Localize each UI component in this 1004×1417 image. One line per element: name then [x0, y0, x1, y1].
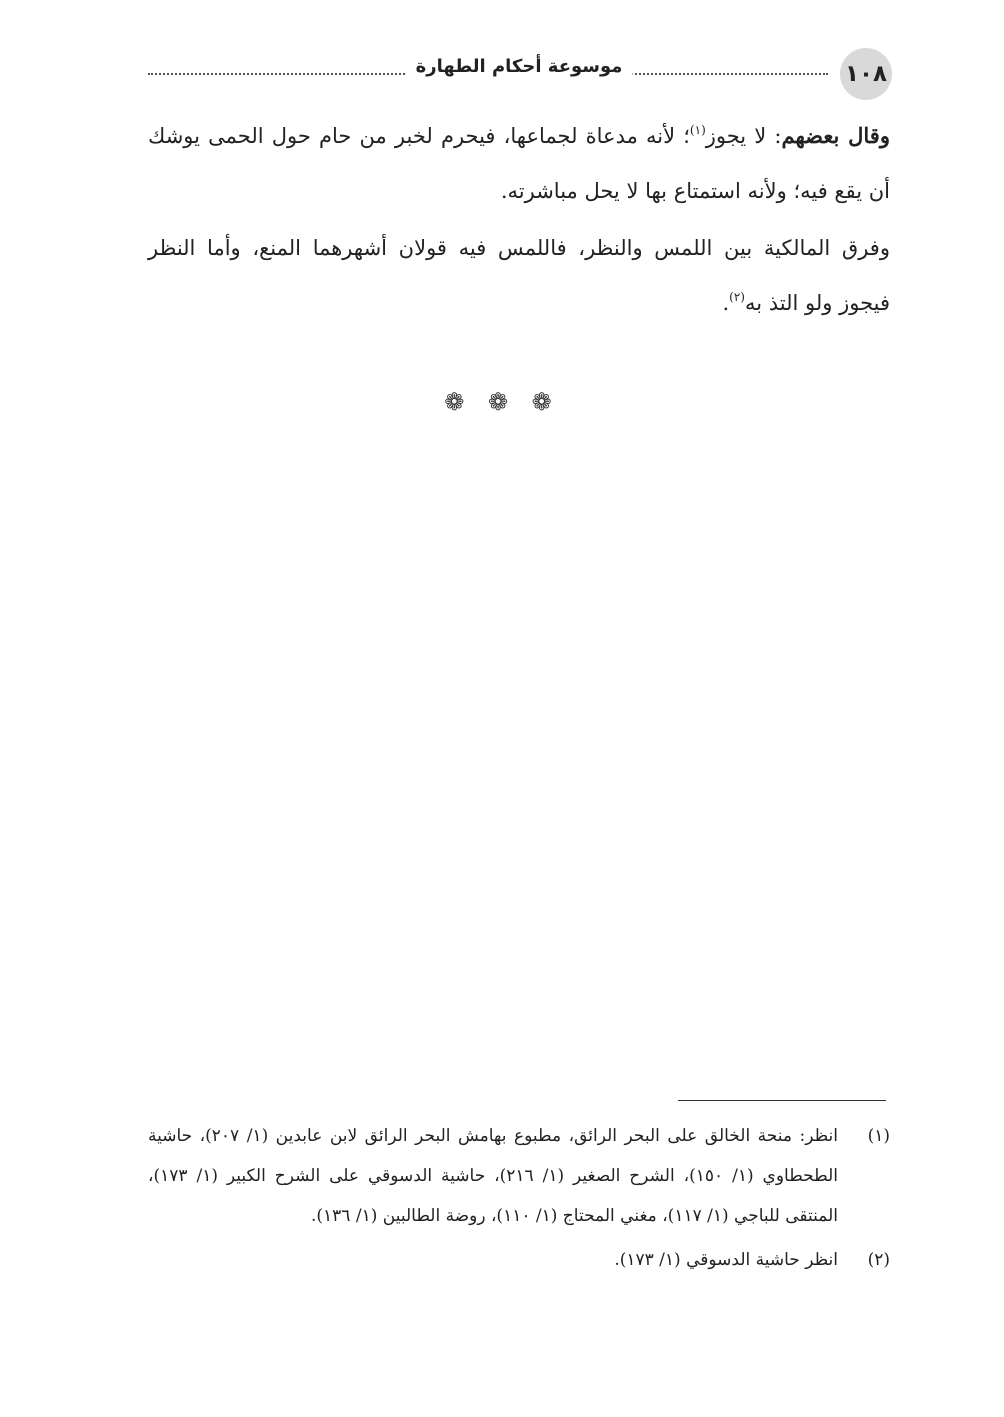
- paragraph-1-text-b: ؛ لأنه مدعاة لجماعها، فيحرم لخبر من حام حول الحمى يوشك أن يقع فيه؛ ولأنه استمتاع بها لا يحل مباشرته.: [148, 124, 890, 203]
- footnote-text: انظر حاشية الدسوقي (١/ ١٧٣).: [614, 1250, 838, 1270]
- paragraph-2-end: .: [722, 291, 730, 315]
- page-number: ١٠٨: [844, 61, 888, 87]
- paragraph-1-lead: وقال بعضهم: [781, 123, 890, 148]
- footnote-ref-2[interactable]: (٢): [729, 290, 745, 304]
- paragraph-1-text-a: : لا يجوز: [705, 124, 782, 148]
- paragraph-2: [148, 221, 890, 331]
- footnote-separator: [678, 1100, 886, 1101]
- page-number-badge: [840, 48, 892, 100]
- paragraph-2-text: وفرق المالكية بين اللمس والنظر، فاللمس فيه قولان أشهرهما المنع، وأما النظر فيجوز ولو التذ به: [148, 236, 890, 315]
- footnote-ref-1[interactable]: (١): [689, 123, 706, 137]
- footnote-number: (٢): [867, 1250, 890, 1270]
- section-ornament: ❁ ❁ ❁: [444, 388, 560, 416]
- footnote-number: (١): [867, 1126, 890, 1146]
- footnote-text: انظر: منحة الخالق على البحر الرائق، مطبوع بهامش البحر الرائق لابن عابدين (١/ ٢٠٧)، حاشية الطحطاوي (١/ ١٥٠)، الشرح الصغير (١/ ٢١٦)، حاشية الدسوقي على الشرح الكبير (١/ ١٧٣)، المنتقى للباجي (١/ ١١٧)، مغني المحتاج (١/ ١١٠)، روضة الطالبين (١/ ١٣٦).: [148, 1126, 838, 1226]
- main-text: [148, 108, 890, 333]
- footnote-1: [148, 1116, 890, 1236]
- page-header: [148, 48, 890, 94]
- footnote-2: [148, 1240, 890, 1280]
- paragraph-1: [148, 108, 890, 219]
- footnotes: [148, 1116, 890, 1284]
- running-title: موسوعة أحكام الطهارة: [406, 56, 633, 77]
